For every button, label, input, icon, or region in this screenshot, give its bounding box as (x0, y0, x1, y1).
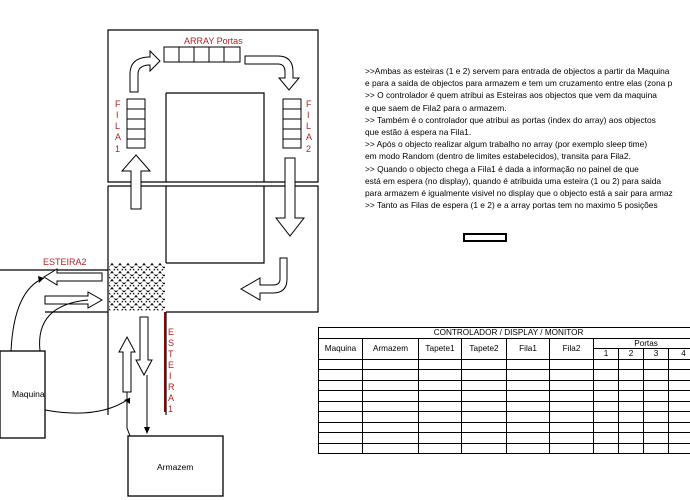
upper-structure-inner (166, 93, 264, 182)
portas-col-4: 4 (669, 349, 690, 360)
monitor-table (318, 327, 690, 454)
svg-text:1: 1 (115, 144, 121, 154)
col-header-fila2: Fila2 (550, 338, 594, 359)
note-line: >>Ambas as esteiras (1 e 2) servem para entrada de objectos a partir da Maquina (365, 66, 670, 76)
svg-text:L: L (115, 121, 121, 131)
fila2-label (306, 99, 312, 154)
table-row (319, 380, 690, 391)
fila1-queue (127, 99, 145, 148)
svg-text:E: E (168, 360, 175, 370)
portas-col-1: 1 (594, 349, 619, 360)
svg-text:L: L (306, 121, 312, 131)
svg-text:T: T (168, 349, 174, 359)
down-arrow-from-fila2 (276, 158, 304, 236)
svg-text:S: S (168, 338, 175, 348)
svg-text:R: R (168, 382, 175, 392)
table-row (319, 401, 690, 412)
table-row (319, 359, 690, 370)
esteira2-arrow-in (44, 269, 102, 285)
col-header-portas: Portas (594, 338, 690, 349)
fila2-queue (283, 99, 301, 148)
array-portas (164, 47, 240, 62)
curved-arrow-array-to-fila2 (245, 56, 299, 90)
table-row (319, 412, 690, 423)
esteira2-label: ESTEIRA2 (43, 257, 87, 267)
col-header-tapete1: Tapete1 (419, 338, 462, 359)
table-row (319, 422, 690, 433)
curved-arrow-fila1-to-array (130, 51, 160, 92)
svg-text:A: A (306, 132, 313, 142)
svg-text:A: A (168, 393, 175, 403)
svg-text:E: E (168, 327, 175, 337)
note-line: para armazem é igualmente visivel no display que o objecto está a sair para armaz (365, 188, 673, 199)
table-row (319, 370, 690, 381)
svg-text:I: I (116, 110, 119, 120)
note-line: e para a saida de objectos para armazem e tem um cruzamento entre elas (zona p (365, 78, 673, 89)
lower-structure-inner (166, 186, 264, 263)
col-header-armazem: Armazem (363, 338, 419, 359)
maquina-label: Maquina (12, 389, 45, 399)
note-line: >> Após o objecto realizar algum trabalho no array (por exemplo sleep time) (365, 139, 648, 150)
svg-text:A: A (115, 132, 122, 142)
monitor-title: CONTROLADOR / DISPLAY / MONITOR (319, 328, 690, 339)
array-portas-label: ARRAY Portas (184, 36, 243, 46)
esteira1-arrow-up (119, 337, 135, 392)
crossing-zone (109, 263, 165, 311)
col-header-fila1: Fila1 (507, 338, 550, 359)
col-header-tapete2: Tapete2 (462, 338, 507, 359)
portas-col-3: 3 (644, 349, 669, 360)
svg-text:F: F (306, 99, 312, 109)
note-line: está em espera (no display), quando é atribuida uma esteira (1 ou 2) para saida (365, 175, 662, 186)
table-row (319, 433, 690, 444)
note-line: que estão á espera na Fila1. (365, 127, 472, 138)
note-line: >> Também é o controlador que atribui as portas (index do array) aos objectos (365, 114, 656, 125)
esteira2-arrow-out (45, 292, 102, 308)
curved-arrow-to-crossing (241, 258, 287, 300)
svg-text:I: I (307, 110, 310, 120)
col-header-maquina: Maquina (319, 338, 363, 359)
portas-col-2: 2 (619, 349, 644, 360)
note-line: >> Tanto as Filas de espera (1 e 2) e a array portas tem no maximo 5 posições (365, 200, 658, 211)
svg-text:1: 1 (168, 404, 174, 414)
esteira1-label (168, 327, 175, 414)
armazem-label: Armazem (157, 462, 194, 472)
note-line: e que saem de Fila2 para o armazem. (365, 102, 507, 113)
svg-text:I: I (169, 371, 172, 381)
table-row (319, 443, 690, 454)
svg-text:F: F (115, 99, 121, 109)
table-row (319, 391, 690, 402)
display-indicator (463, 233, 507, 242)
svg-text:2: 2 (306, 144, 312, 154)
esteira1-arrow-down (136, 317, 152, 375)
note-line: em modo Random (dentro de limites estabelecidos), transita para Fila2. (365, 151, 631, 162)
fila1-label (115, 99, 121, 154)
notes-text (365, 65, 690, 211)
note-line: >> O controlador é quem atribui as Esteiras aos objectos que vem da maquina (365, 90, 657, 101)
note-line: >> Quando o objecto chega a Fila1 é dada a informação no painel de que (365, 163, 639, 174)
